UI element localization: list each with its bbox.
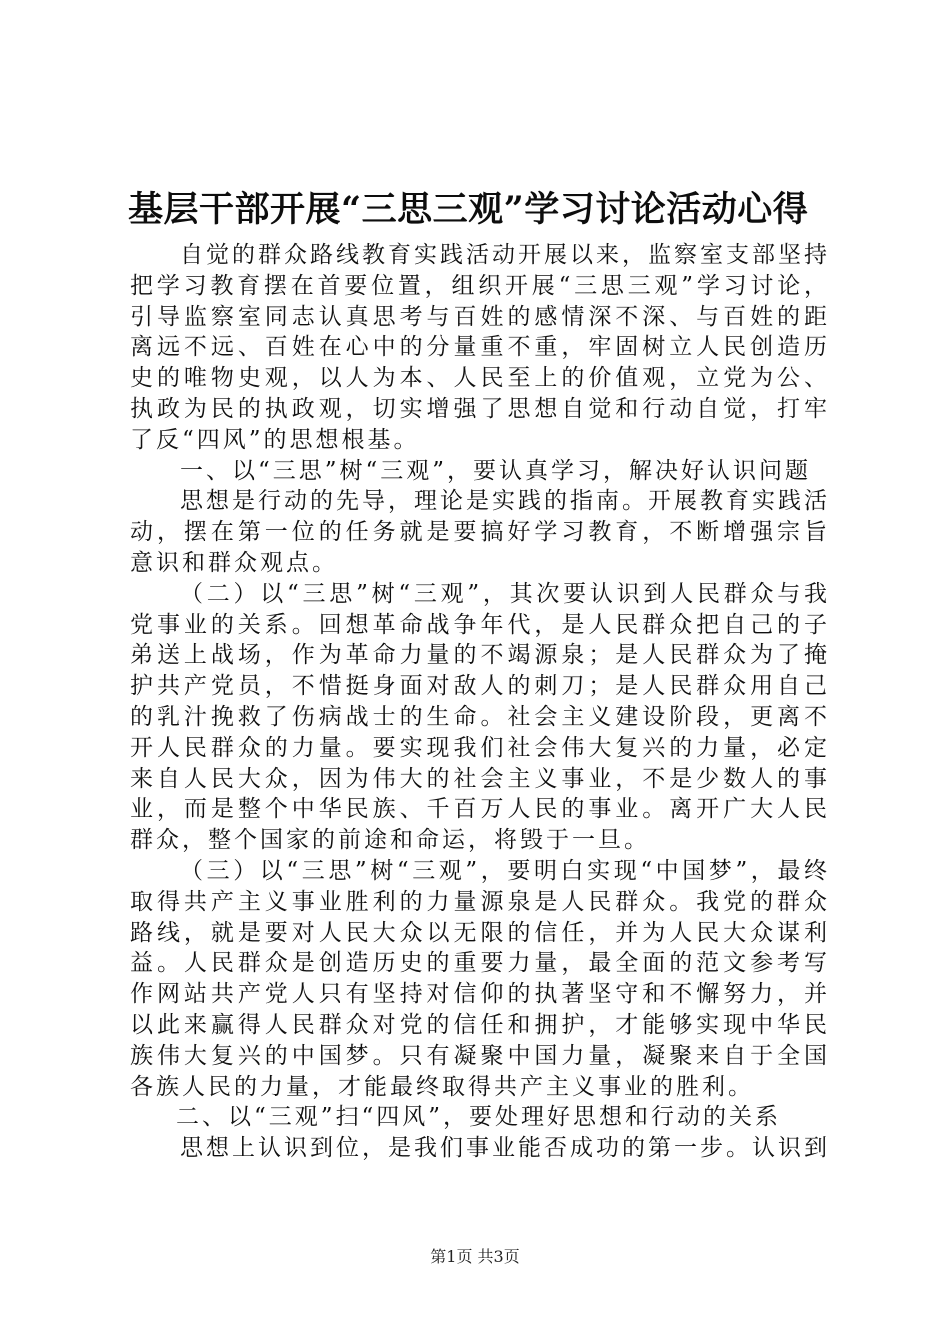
section-heading-2: 二、以“三观”扫“四风”，要处理好思想和行动的关系: [176, 1104, 782, 1131]
section-heading-1: 一、以“三思”树“三观”，要认真学习，解决好认识问题: [180, 457, 812, 484]
document-body: [130, 240, 830, 1164]
paragraph-section-2: 思想上认识到位，是我们事业能否成功的第一步。认识到: [180, 1135, 830, 1162]
paragraph-section-1: 思想是行动的先导，理论是实践的指南。开展教育实践活动，摆在第一位的任务就是要搞好学习教育，不断增强宗旨意识和群众观点。: [130, 488, 830, 576]
page-number-footer: 第1页 共3页: [430, 1247, 520, 1266]
document-title: 基层干部开展“三思三观”学习讨论活动心得: [128, 189, 809, 230]
paragraph-intro: 自觉的群众路线教育实践活动开展以来，监察室支部坚持把学习教育摆在首要位置，组织开展“三思三观”学习讨论，引导监察室同志认真思考与百姓的感情深不深、与百姓的距离远不远、百姓在心中的分量重不重，牢固树立人民创造历史的唯物史观，以人为本、人民至上的价值观，立党为公、执政为民的执政观，切实增强了思想自觉和行动自觉，打牢了反“四风”的思想根基。: [130, 242, 830, 453]
paragraph-point-3: （三）以“三思”树“三观”，要明白实现“中国梦”，最终取得共产主义事业胜利的力量源泉是人民群众。我党的群众路线，就是要对人民大众以无限的信任，并为人民大众谋利益。人民群众是创造历史的重要力量，最全面的范文参考写作网站共产党人只有坚持对信仰的执著坚守和不懈努力，并以此来赢得人民群众对党的信任和拥护，才能够实现中华民族伟大复兴的中国梦。只有凝聚中国力量，凝聚来自于全国各族人民的力量，才能最终取得共产主义事业的胜利。: [130, 857, 830, 1100]
paragraph-point-2: （二）以“三思”树“三观”，其次要认识到人民群众与我党事业的关系。回想革命战争年代，是人民群众把自己的子弟送上战场，作为革命力量的不竭源泉；是人民群众为了掩护共产党员，不惜挺身面对敌人的刺刀；是人民群众用自己的乳汁挽救了伤病战士的生命。社会主义建设阶段，更离不开人民群众的力量。要实现我们社会伟大复兴的力量，必定来自人民大众，因为伟大的社会主义事业，不是少数人的事业，而是整个中华民族、千百万人民的事业。离开广大人民群众，整个国家的前途和命运，将毁于一旦。: [130, 580, 830, 854]
